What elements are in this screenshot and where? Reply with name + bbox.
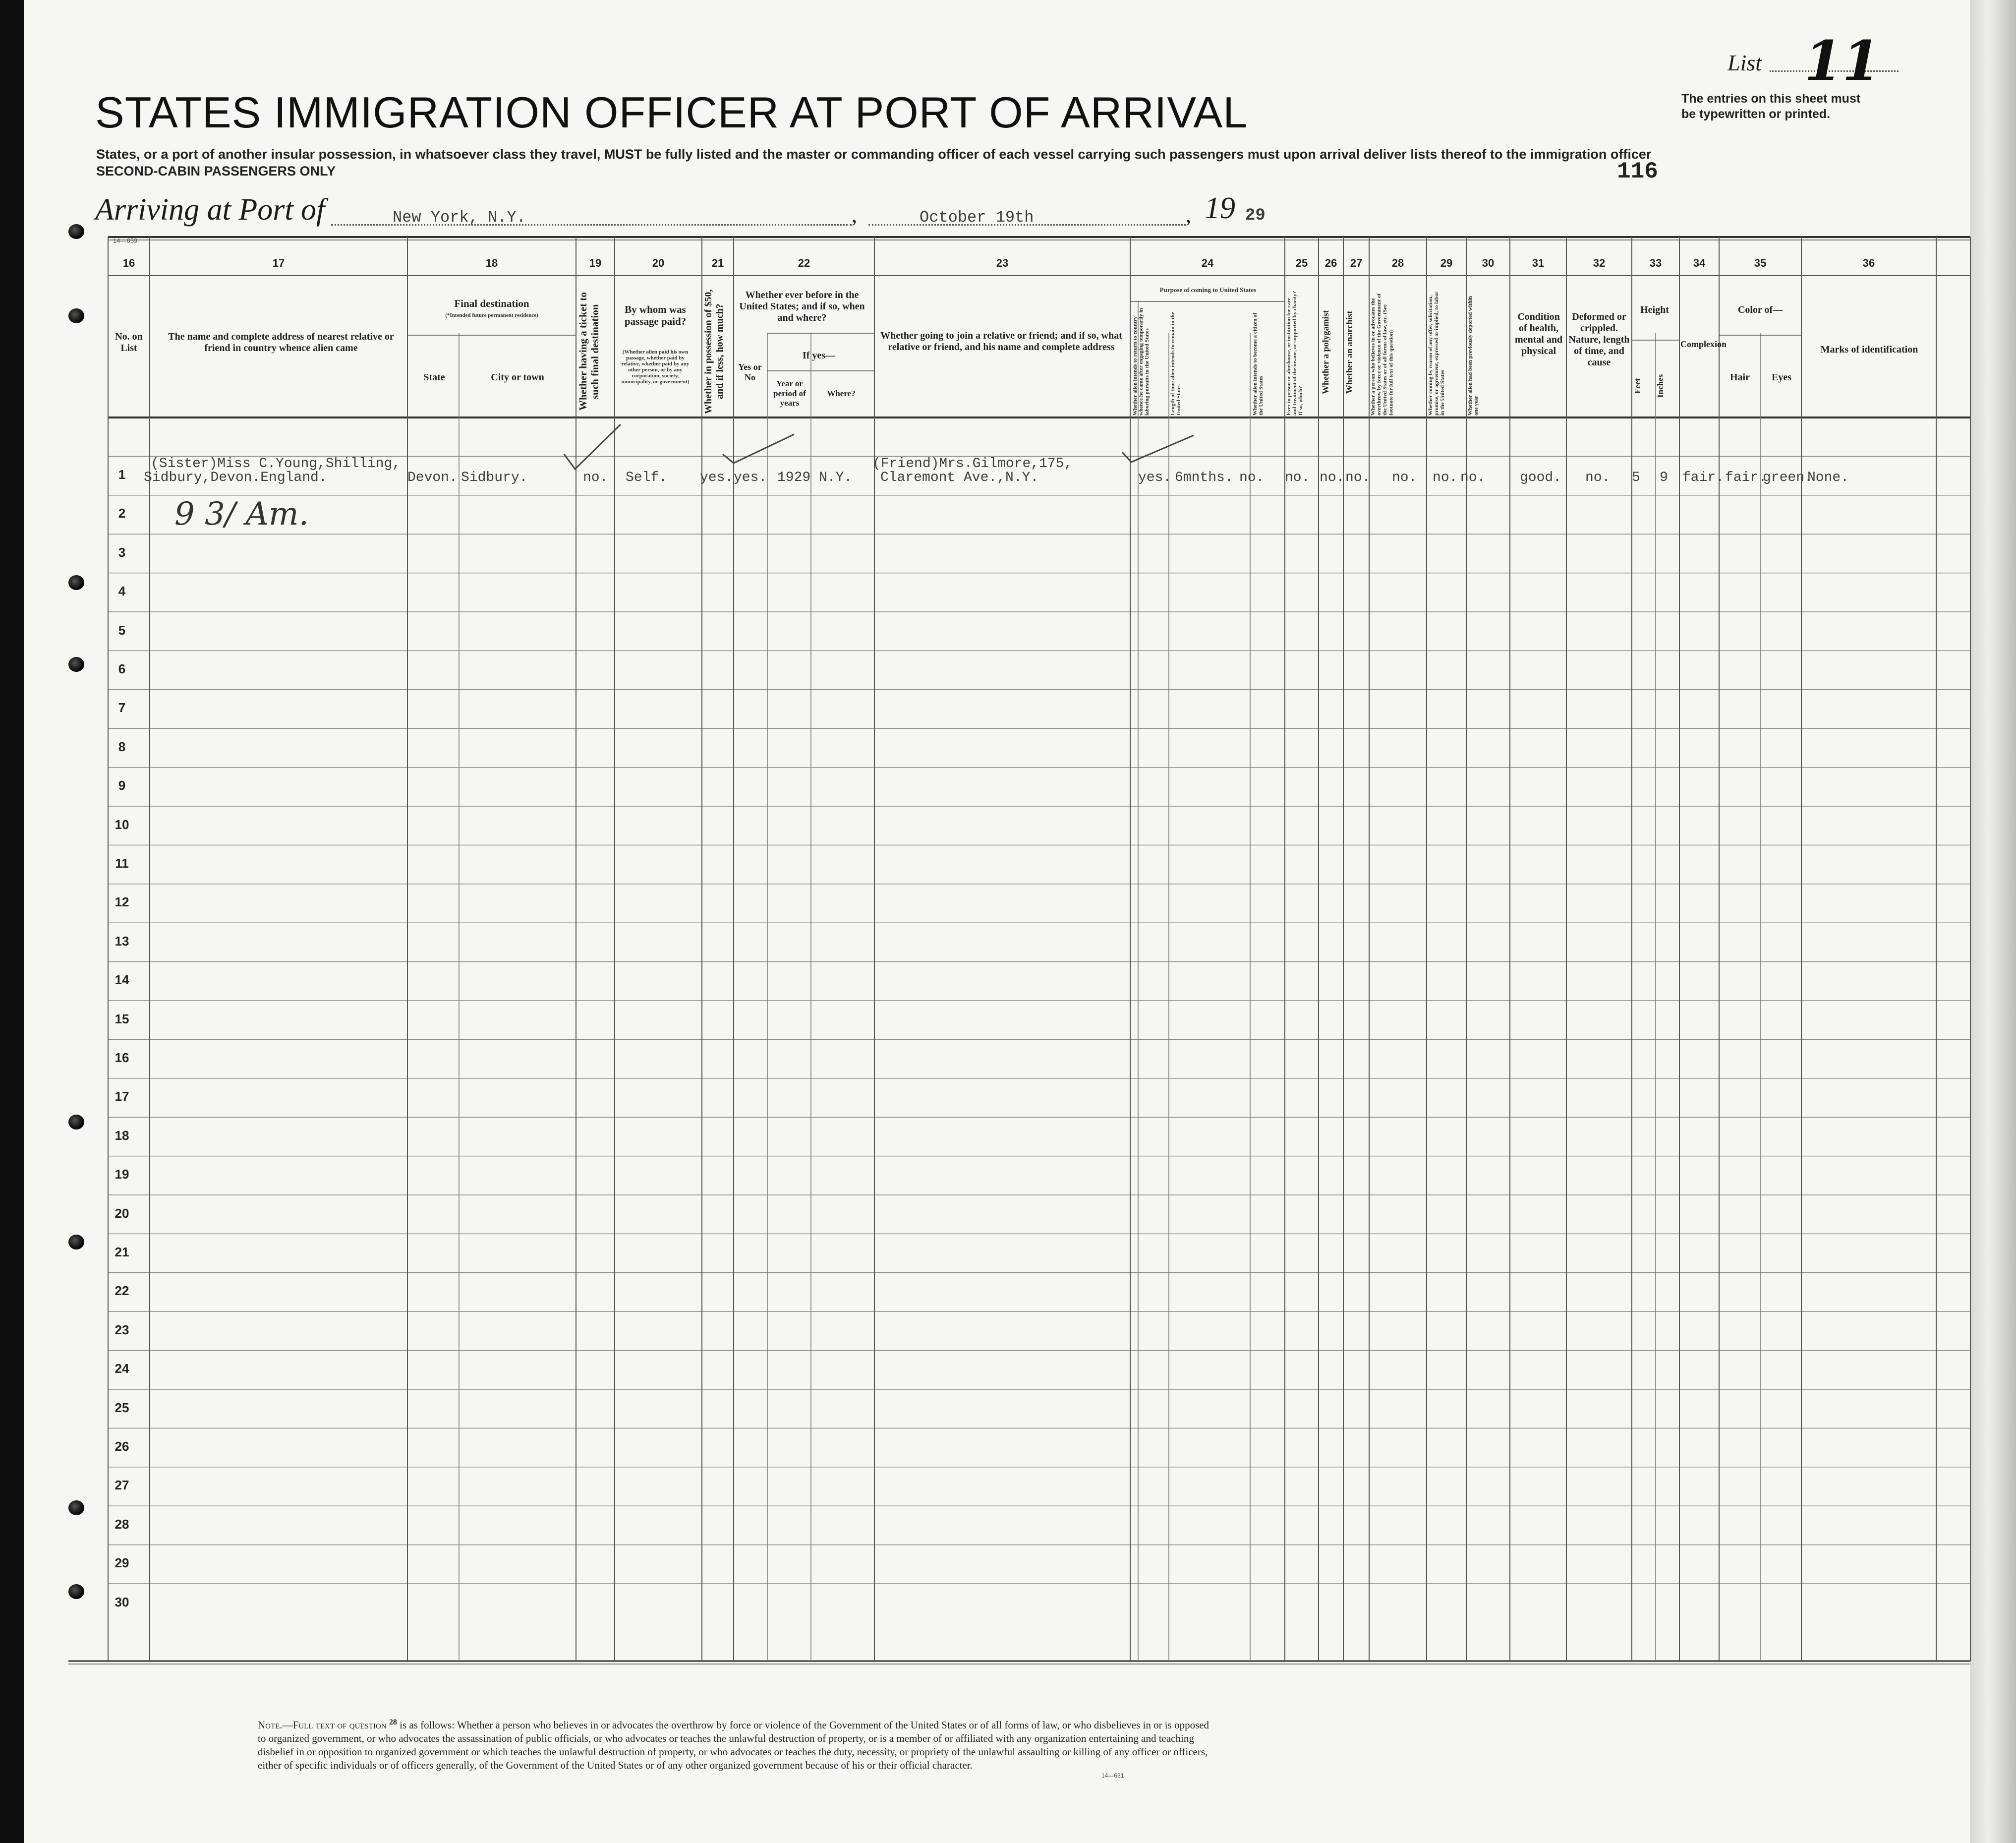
row-number: 23	[115, 1322, 129, 1337]
header-final-destination: Final destination	[454, 297, 529, 309]
header-health: Condition of health, mental and physical	[1514, 311, 1563, 357]
entry-join-line2: Claremont Ave.,N.Y.	[880, 470, 1039, 485]
row-number: 3	[118, 544, 126, 560]
entry-city: Sidbury.	[461, 470, 528, 485]
year-suffix: 29	[1245, 206, 1266, 225]
entry-length-stay: 6mnths.	[1175, 470, 1233, 485]
entry-anarchist: no.	[1345, 470, 1371, 485]
header-if-yes: If yes—	[802, 350, 836, 361]
footnote-form-number: 14—631	[1101, 1772, 1124, 1779]
row-number: 2	[118, 506, 126, 521]
entry-deformed: no.	[1585, 470, 1611, 485]
row-number: 5	[118, 622, 126, 638]
footnote	[258, 1716, 1214, 1772]
row-number: 14	[115, 972, 129, 988]
header-ticket: Whether having a ticket to such final destination	[577, 292, 601, 411]
header-before-in-us: Whether ever before in the United States; and if so, when and where?	[739, 290, 865, 323]
entry-relative-line1: (Sister)Miss C.Young,Shilling,	[151, 456, 401, 472]
entry-paid-by: Self.	[626, 470, 668, 485]
list-label: List	[1728, 50, 1762, 75]
entry-eyes: green.	[1763, 470, 1813, 485]
header-fifty-dollars: Whether in possession of $50, and if less, how much?	[703, 289, 725, 414]
entry-join-line1: (Friend)Mrs.Gilmore,175,	[872, 456, 1073, 472]
column-number: 17	[272, 257, 285, 269]
column-number: 27	[1350, 257, 1363, 269]
entry-citizen: no.	[1239, 470, 1265, 485]
header-state: State	[423, 372, 445, 383]
row-number: 15	[115, 1011, 129, 1026]
row-number: 27	[115, 1478, 129, 1493]
checkmark-icon	[1118, 431, 1198, 471]
entry-ticket: no.	[583, 470, 608, 485]
header-yes-or-no: Yes or No	[738, 362, 762, 382]
entry-inches: 9	[1660, 470, 1668, 485]
row-number: 20	[115, 1205, 129, 1221]
checkmark-icon	[560, 421, 625, 476]
header-deformed: Deformed or crippled. Nature, length of time, and cause	[1568, 311, 1630, 368]
entry-polygamist: no.	[1320, 470, 1345, 485]
footnote-question-number: 28	[389, 1718, 397, 1726]
checkmark-icon	[719, 430, 798, 470]
row-number: 1	[118, 467, 126, 482]
header-final-destination-sub: (*Intended future permanent residence)	[445, 312, 538, 318]
column-number: 30	[1482, 257, 1495, 269]
row-number: 12	[115, 894, 129, 910]
row-number: 8	[118, 739, 126, 754]
header-passage-paid: By whom was passage paid?	[624, 303, 687, 328]
row-number: 26	[115, 1439, 129, 1454]
header-marks: Marks of identification	[1820, 344, 1918, 355]
row-number: 11	[115, 856, 129, 871]
header-length-stay: Length of time alien intends to remain in the United States	[1170, 312, 1182, 416]
column-number: 32	[1593, 257, 1606, 269]
column-number: 23	[996, 257, 1009, 269]
row-number: 6	[118, 661, 126, 676]
column-number: 20	[652, 257, 665, 269]
row-number: 29	[115, 1555, 129, 1571]
column-number: 29	[1440, 257, 1453, 269]
column-number: 19	[589, 257, 602, 269]
header-year-period: Year or period of years	[773, 379, 806, 408]
entries-note-line1: The entries on this sheet must	[1681, 92, 1861, 106]
entry-before-where: N.Y.	[819, 470, 853, 485]
port-value: New York, N.Y.	[393, 208, 526, 227]
row-number: 22	[115, 1283, 129, 1299]
row-number: 21	[115, 1245, 129, 1259]
row-number: 19	[115, 1167, 129, 1182]
row-number: 24	[115, 1361, 129, 1376]
entry-feet: 5	[1632, 470, 1640, 485]
entry-before-yes: yes.	[734, 470, 767, 485]
row-number: 30	[115, 1594, 129, 1609]
instruction-text: States, or a port of another insular possession, in whatsoever class they travel, MUST be fully listed and the master or commanding officer of each vessel carrying such passengers must upon arrival deliver lists thereof to the immigration officer	[96, 147, 1652, 162]
header-intends-return: Whether alien intends to return to country whence he came after engaging temporarily in laboring pursuits in the United States	[1132, 308, 1151, 416]
footnote-prefix: Note.—Full text of question	[258, 1719, 387, 1731]
year-prefix: 19	[1205, 191, 1235, 225]
header-passage-paid-sub: (Whether alien paid his own passage, whether paid by relative, whether paid by any other person, or by any corporation, society, municipality, or government)	[621, 349, 690, 385]
column-number: 33	[1649, 257, 1662, 269]
column-number: 28	[1391, 257, 1404, 269]
comma-separator: ,	[1186, 203, 1191, 227]
entry-relative-line2: Sidbury,Devon.England.	[144, 470, 327, 485]
arriving-label: Arriving at Port of	[95, 193, 325, 227]
column-number: 18	[485, 257, 498, 269]
entry-prison: no.	[1285, 470, 1310, 485]
header-inches: Inches	[1656, 374, 1665, 398]
header-nearest-relative: The name and complete address of nearest relative or friend in country whence alien came	[168, 331, 394, 354]
header-complexion: Complexion	[1680, 339, 1727, 349]
header-purpose: Purpose of coming to United States	[1159, 286, 1257, 294]
row-number: 7	[118, 700, 126, 715]
date-value: October 19th	[920, 208, 1034, 227]
entry-offer: no.	[1433, 470, 1458, 485]
header-join-relative: Whether going to join a relative or friend; and if so, what relative or friend, and his name and complete address	[880, 330, 1122, 353]
column-number: 36	[1862, 257, 1875, 269]
header-offer-labor: Whether coming by reason of any offer, solicitation, promise, or agreement, expressed or implied, to labor in the United States	[1428, 292, 1446, 416]
row-number: 13	[115, 933, 129, 949]
column-number: 31	[1532, 257, 1545, 269]
header-anarchist: Whether an anarchist	[1344, 310, 1354, 394]
header-city: City or town	[491, 372, 544, 383]
entry-before-year: 1929	[777, 470, 811, 485]
header-polygamist: Whether a polygamist	[1321, 310, 1330, 394]
entry-overthrow: no.	[1392, 470, 1417, 485]
header-overthrow: Whether a person who believes in or advocates the overthrow by force or violence of the Government of the United States or of all forms of law, etc. (See footnote for full text of this question)	[1370, 293, 1394, 416]
row-number: 9	[118, 778, 126, 793]
column-number: 25	[1295, 257, 1308, 269]
row-number: 18	[115, 1128, 129, 1143]
column-number: 35	[1754, 257, 1767, 269]
row-number: 16	[115, 1050, 129, 1065]
list-number: 11	[1804, 29, 1881, 93]
header-where: Where?	[827, 389, 856, 398]
stamp-number: 116	[1617, 159, 1658, 184]
entry-deported: no.	[1460, 470, 1486, 485]
header-feet: Feet	[1633, 378, 1642, 394]
row-number: 28	[115, 1516, 129, 1532]
column-number: 16	[122, 257, 135, 269]
column-number: 21	[711, 257, 724, 269]
handwritten-annotation: 9 3/ Am.	[174, 496, 309, 533]
header-no-on-list: No. on List	[115, 331, 143, 354]
footnote-body: is as follows: Whether a person who believes in or advocates the overthrow by force or violence of the Government of the United States or of all forms of law, or who disbelieves in or is opposed to organized government, or who advocates the assassination of public officials, or who advocates or teaches the unlawful destruction of property, or is a member of or affiliated with any organization entertaining and teaching disbelief in or opposition to organized government or which teaches the unlawful destruction of property, or who advocates or teaches the duty, necessity, or propriety of the unlawful assaulting or killing of any officer or officers, either of specific individuals or of officers generally, of the Government of the United States or of any other organized government because of his or their official character.	[258, 1719, 1210, 1771]
cabin-class: SECOND-CABIN PASSENGERS ONLY	[96, 164, 336, 178]
entry-state: Devon.	[407, 470, 458, 485]
header-eyes: Eyes	[1772, 372, 1791, 383]
row-number: 25	[115, 1400, 129, 1415]
entry-complexion: fair.	[1682, 470, 1725, 485]
form-number: 14—659	[113, 237, 138, 244]
column-number: 34	[1693, 257, 1706, 269]
header-height: Height	[1640, 304, 1669, 315]
entry-marks: None.	[1807, 470, 1849, 485]
header-hair: Hair	[1730, 372, 1750, 383]
header-color-of: Color of—	[1737, 304, 1783, 315]
header-citizen: Whether alien intends to become a citizen of the United States	[1252, 312, 1265, 416]
row-number: 10	[115, 817, 129, 832]
row-number: 17	[115, 1089, 129, 1104]
entry-intends-return: yes.	[1138, 470, 1172, 485]
entries-note-line2: be typewritten or printed.	[1681, 107, 1831, 121]
comma-separator: ,	[852, 203, 857, 227]
column-number: 24	[1201, 257, 1214, 269]
header-deported: Whether alien had been previously deported within one year	[1467, 296, 1480, 416]
entry-hair: fair.	[1725, 470, 1767, 485]
header-prison: Ever in prison or almshouse, or institution for care and treatment of the insane, or supported by charity? If so, which?	[1286, 291, 1304, 416]
row-number: 4	[118, 584, 126, 599]
page-title: STATES IMMIGRATION OFFICER AT PORT OF ARRIVAL	[95, 88, 1248, 137]
entry-health: good.	[1520, 470, 1562, 485]
column-number: 22	[798, 257, 810, 269]
column-number: 26	[1325, 257, 1337, 269]
entry-money: yes.	[700, 470, 734, 485]
